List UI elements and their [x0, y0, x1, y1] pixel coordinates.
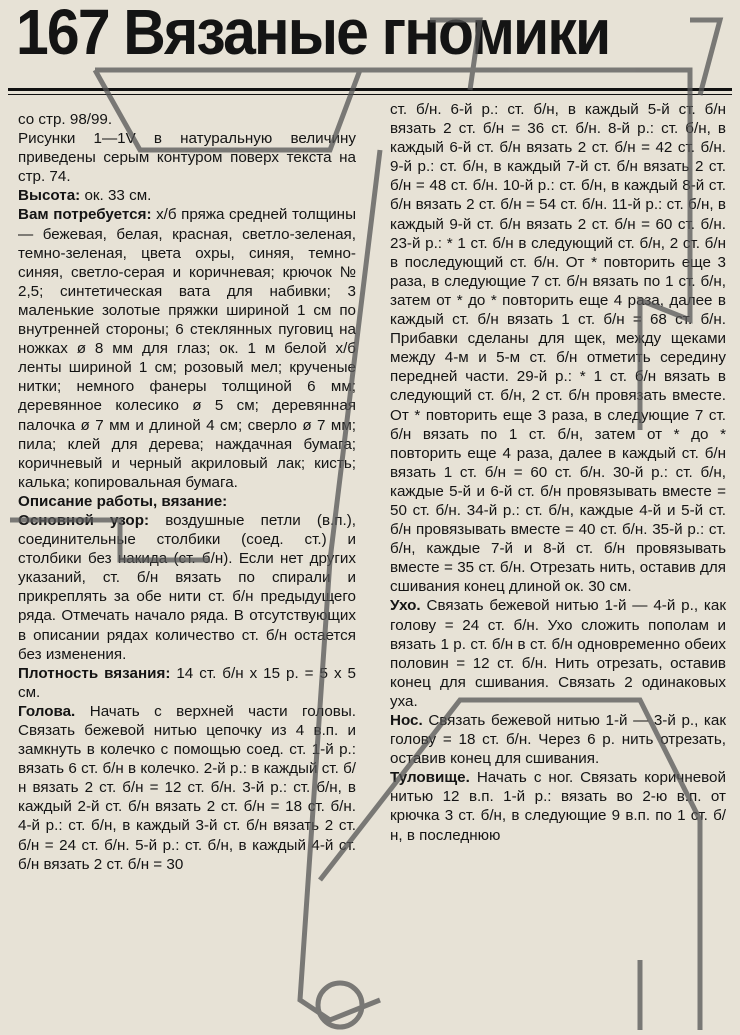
paragraph — [18, 664, 356, 702]
paragraph-text: воздушные петли (в.п.), соединительные столбики (соед. ст.) и столбики без накида (ст. б/н). Если нет других указаний, ст. б/н вязать по спирали и прикреплять за обе нити ст. б/н предыдущего ряда. Отмечать начало ряда. В отсутствующих в описании рядах количество ст. б/н остается без изменения. — [18, 511, 356, 663]
left-column — [18, 110, 356, 874]
paragraph-text: Связать бежевой нитью 1-й — 4-й р., как голову = 24 ст. б/н. Ухо сложить пополам и вязать 1 р. ст. б/н в ст. б/н одновременно обеих половин = 12 ст. б/н. Нить отрезать, оставив конец для сшивания. Связать 2 одинаковых уха. — [390, 597, 726, 710]
paragraph-heading: Основной узор: — [18, 511, 150, 529]
paragraph-text: ст. б/н. 6-й р.: ст. б/н, в каждый 5-й ст. б/н вязать 2 ст. б/н = 36 ст. б/н. 8-й р.: ст. б/н, в каждый 6-й ст. б/н вязать 2 ст. б/н = 42 ст. б/н. 9-й р.: ст. б/н, в каждый 7-й ст. б/н вязать 2 ст. б/н = 48 ст. б/н. 10-й р.: ст. б/н, в каждый 8-й ст. б/н вязать 2 ст. б/н = 54 ст. б/н. 11-й р.: ст. б/н, в каждый 9-й ст. б/н вязать 2 ст. б/н = 60 ст. б/н. 23-й р.: * 1 ст. б/н в следующий ст. б/н, 2 ст. б/н в последующий ст. б/н. От * повторить еще 3 раза, в следующие 7 ст. б/н вязать по 1 ст. б/н, затем от * до * повторить еще 4 раза, далее в каждый ст. б/н вязать 1 ст. б/н = 68 ст. б/н. Прибавки сделаны для щек, между щеками между 4-м и 5-м ст. б/н отметить середину передней части. 29-й р.: * 1 ст. б/н вязать в следующий ст. б/н, 2 ст. б/н провязать вместе. От * повторить еще 3 раза, в следующие 7 ст. б/н вязать по 1 ст. б/н, затем от * до * повторить еще 4 раза, далее в каждый ст. б/н вязать 1 ст. б/н = 60 ст. б/н. 30-й р.: ст. б/н, каждые 5-й и 6-й ст. б/н провязывать вместе = 50 ст. б/н. 34-й р.: ст. б/н, каждые 4-й и 5-й ст. б/н провязывать вместе = 40 ст. б/н. 35-й р.: ст. б/н, каждые 7-й и 8-й ст. б/н провязывать вместе = 35 ст. б/н. Отрезать нить, оставив для сшивания конец длиной ок. 30 см. — [390, 101, 726, 596]
paragraph-heading: Описание работы, вязание: — [18, 492, 228, 510]
paragraph-heading: Высота: — [18, 187, 81, 205]
paragraph-text: Связать бежевой нитью 1-й — 3-й р., как голову = 18 ст. б/н. Через 6 р. нить отрезать, оставив конец для сшивания. — [390, 712, 726, 768]
paragraph — [18, 492, 356, 511]
paragraph-text: Начать с ног. Связать коричневой нитью 12 в.п. 1-й р.: вязать во 2-ю в.п. от крючка 3 ст. б/н, в следующие 9 в.п. по 1 ст. б/н, в последнюю — [390, 769, 726, 844]
paragraph-text: ок. 33 см. — [80, 187, 152, 205]
paragraph-text: со стр. 98/99. — [18, 111, 113, 128]
paragraph-text: Начать с верхней части головы. Связать бежевой нитью цепочку из 4 в.п. и замкнуть в колечко с помощью соед. ст. 1-й р.: вязать 6 ст. б/н в колечко. 2-й р.: в каждый ст. б/н вязать 2 ст. б/н = 12 ст. б/н. 3-й р.: ст. б/н, в каждый 2-й ст. б/н вязать 2 ст. б/н = 18 ст. б/н. 4-й р.: ст. б/н, в каждый 3-й ст. б/н вязать 2 ст. б/н = 24 ст. б/н. 5-й р.: ст. б/н, в каждый 4-й ст. б/н вязать 2 ст. б/н = 30 — [18, 702, 356, 873]
paragraph-heading: Нос. — [390, 712, 423, 729]
paragraph — [18, 186, 356, 205]
paragraph — [18, 511, 356, 664]
paragraph — [18, 110, 356, 129]
paragraph — [390, 100, 726, 596]
header-rule — [8, 88, 732, 91]
paragraph-heading: Плотность вязания: — [18, 664, 171, 682]
paragraph-heading: Вам потребуется: — [18, 206, 152, 224]
paragraph — [18, 702, 356, 874]
paragraph — [18, 205, 356, 491]
paragraph-heading: Голова. — [18, 702, 76, 720]
paragraph — [390, 596, 726, 711]
paragraph — [390, 768, 726, 844]
header-rule-thin — [8, 94, 732, 95]
paragraph-heading: Туловище. — [390, 769, 470, 787]
paragraph-text: Рисунки 1—1V в натуральную величину приведены серым контуром поверх текста на стр. 74. — [18, 130, 356, 186]
right-column — [390, 100, 726, 845]
page-title: 167 Вязаные гномики — [16, 0, 610, 68]
paragraph-text: х/б пряжа средней толщины — бежевая, белая, красная, светло-зеленая, темно-зеленая, цвета охры, синяя, темно-синяя, светло-серая и коричневая; крючок № 2,5; синтетическая вата для набивки; 3 маленькие золотые пряжки шириной 1 см по внутренней стороны; 6 стеклянных пуговиц на ножках ø 8 мм для глаз; ок. 1 м белой х/б ленты шириной 1 см; розовый мел; крученые нитки; немного фанеры толщиной 6 мм; деревянное колесико ø 5 см; деревянная палочка ø 7 мм и длиной 4 см; сверло ø 7 мм; пила; клей для дерева; наждачная бумага; коричневый и черный акриловый лак; кисть; калька; копировальная бумага. — [18, 206, 356, 491]
paragraph-heading: Ухо. — [390, 597, 421, 615]
page-header — [8, 0, 732, 84]
paragraph-text: 14 ст. б/н x 15 р. = 5 x 5 см. — [18, 664, 356, 701]
paragraph — [390, 711, 726, 768]
paragraph — [18, 129, 356, 186]
